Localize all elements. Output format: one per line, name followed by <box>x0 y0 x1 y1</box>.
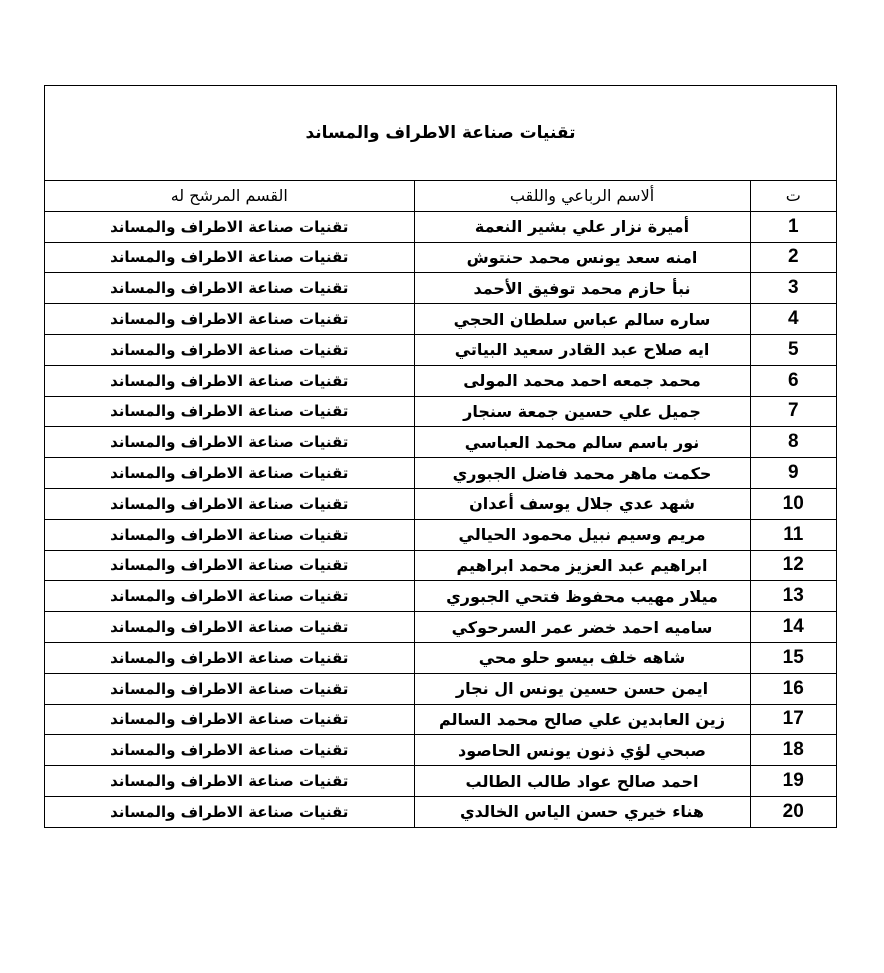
row-department: تقنيات صناعة الاطراف والمساند <box>45 550 414 581</box>
row-name: ساره سالم عباس سلطان الحجي <box>414 304 750 335</box>
table-row <box>45 488 836 519</box>
row-name: شهد عدي جلال يوسف أعدان <box>414 488 750 519</box>
document-sheet <box>44 85 837 828</box>
row-number: 10 <box>750 488 836 519</box>
header-department: القسم المرشح له <box>170 186 288 206</box>
row-number: 7 <box>750 396 836 427</box>
row-name: نور باسم سالم محمد العباسي <box>414 427 750 458</box>
row-department: تقنيات صناعة الاطراف والمساند <box>45 427 414 458</box>
row-number: 13 <box>750 581 836 612</box>
table-row <box>45 673 836 704</box>
table-row <box>45 427 836 458</box>
table-header-row <box>45 181 836 211</box>
row-department: تقنيات صناعة الاطراف والمساند <box>45 766 414 797</box>
row-name: شاهه خلف بيسو حلو محي <box>414 642 750 673</box>
row-number: 6 <box>750 365 836 396</box>
row-name: زين العابدين علي صالح محمد السالم <box>414 704 750 735</box>
row-name: نبأ حازم محمد توفيق الأحمد <box>414 273 750 304</box>
table-row <box>45 766 836 797</box>
row-name: أميرة نزار علي بشير النعمة <box>414 211 750 242</box>
table-row <box>45 334 836 365</box>
row-number: 20 <box>750 796 836 826</box>
row-number: 5 <box>750 334 836 365</box>
row-department: تقنيات صناعة الاطراف والمساند <box>45 704 414 735</box>
row-number: 15 <box>750 642 836 673</box>
table-row <box>45 796 836 826</box>
row-department: تقنيات صناعة الاطراف والمساند <box>45 273 414 304</box>
row-department: تقنيات صناعة الاطراف والمساند <box>45 242 414 273</box>
row-name: مريم وسيم نبيل محمود الحيالي <box>414 519 750 550</box>
table-row <box>45 581 836 612</box>
row-number: 17 <box>750 704 836 735</box>
row-name: ابراهيم عبد العزيز محمد ابراهيم <box>414 550 750 581</box>
row-department: تقنيات صناعة الاطراف والمساند <box>45 396 414 427</box>
table-row <box>45 273 836 304</box>
row-department: تقنيات صناعة الاطراف والمساند <box>45 211 414 242</box>
table-row <box>45 550 836 581</box>
row-number: 12 <box>750 550 836 581</box>
table-row <box>45 704 836 735</box>
row-name: صبحي لؤي ذنون يونس الحاصود <box>414 735 750 766</box>
row-number: 1 <box>750 211 836 242</box>
table-row <box>45 242 836 273</box>
row-department: تقنيات صناعة الاطراف والمساند <box>45 458 414 489</box>
row-department: تقنيات صناعة الاطراف والمساند <box>45 488 414 519</box>
row-name: جميل علي حسين جمعة سنجار <box>414 396 750 427</box>
document-title: تقنيات صناعة الاطراف والمساند <box>45 86 836 181</box>
row-number: 8 <box>750 427 836 458</box>
table-row <box>45 612 836 643</box>
row-name: امنه سعد يونس محمد حنتوش <box>414 242 750 273</box>
table-row <box>45 642 836 673</box>
row-number: 9 <box>750 458 836 489</box>
row-department: تقنيات صناعة الاطراف والمساند <box>45 642 414 673</box>
table-row <box>45 365 836 396</box>
row-name: ميلار مهيب محفوظ فتحي الجبوري <box>414 581 750 612</box>
row-name: محمد جمعه احمد محمد المولى <box>414 365 750 396</box>
row-department: تقنيات صناعة الاطراف والمساند <box>45 673 414 704</box>
row-department: تقنيات صناعة الاطراف والمساند <box>45 612 414 643</box>
row-department: تقنيات صناعة الاطراف والمساند <box>45 735 414 766</box>
row-number: 4 <box>750 304 836 335</box>
row-name: ايه صلاح عبد القادر سعيد البياتي <box>414 334 750 365</box>
row-department: تقنيات صناعة الاطراف والمساند <box>45 796 414 826</box>
row-department: تقنيات صناعة الاطراف والمساند <box>45 334 414 365</box>
row-number: 3 <box>750 273 836 304</box>
row-number: 14 <box>750 612 836 643</box>
table-row <box>45 735 836 766</box>
table-row <box>45 304 836 335</box>
row-number: 2 <box>750 242 836 273</box>
row-name: ساميه احمد خضر عمر السرحوكي <box>414 612 750 643</box>
table-row <box>45 458 836 489</box>
row-department: تقنيات صناعة الاطراف والمساند <box>45 581 414 612</box>
row-number: 16 <box>750 673 836 704</box>
row-department: تقنيات صناعة الاطراف والمساند <box>45 304 414 335</box>
row-number: 11 <box>750 519 836 550</box>
table-row <box>45 396 836 427</box>
table-row <box>45 519 836 550</box>
row-name: ايمن حسن حسين يونس ال نجار <box>414 673 750 704</box>
header-number: ت <box>750 181 836 211</box>
row-number: 19 <box>750 766 836 797</box>
header-name: ألاسم الرباعي واللقب <box>414 181 750 211</box>
row-department: تقنيات صناعة الاطراف والمساند <box>45 365 414 396</box>
table-row <box>45 211 836 242</box>
row-department: تقنيات صناعة الاطراف والمساند <box>45 519 414 550</box>
row-name: هناء خيري حسن الياس الخالدي <box>414 796 750 826</box>
row-name: حكمت ماهر محمد فاضل الجبوري <box>414 458 750 489</box>
row-name: احمد صالح عواد طالب الطالب <box>414 766 750 797</box>
row-number: 18 <box>750 735 836 766</box>
candidates-table <box>45 181 836 827</box>
